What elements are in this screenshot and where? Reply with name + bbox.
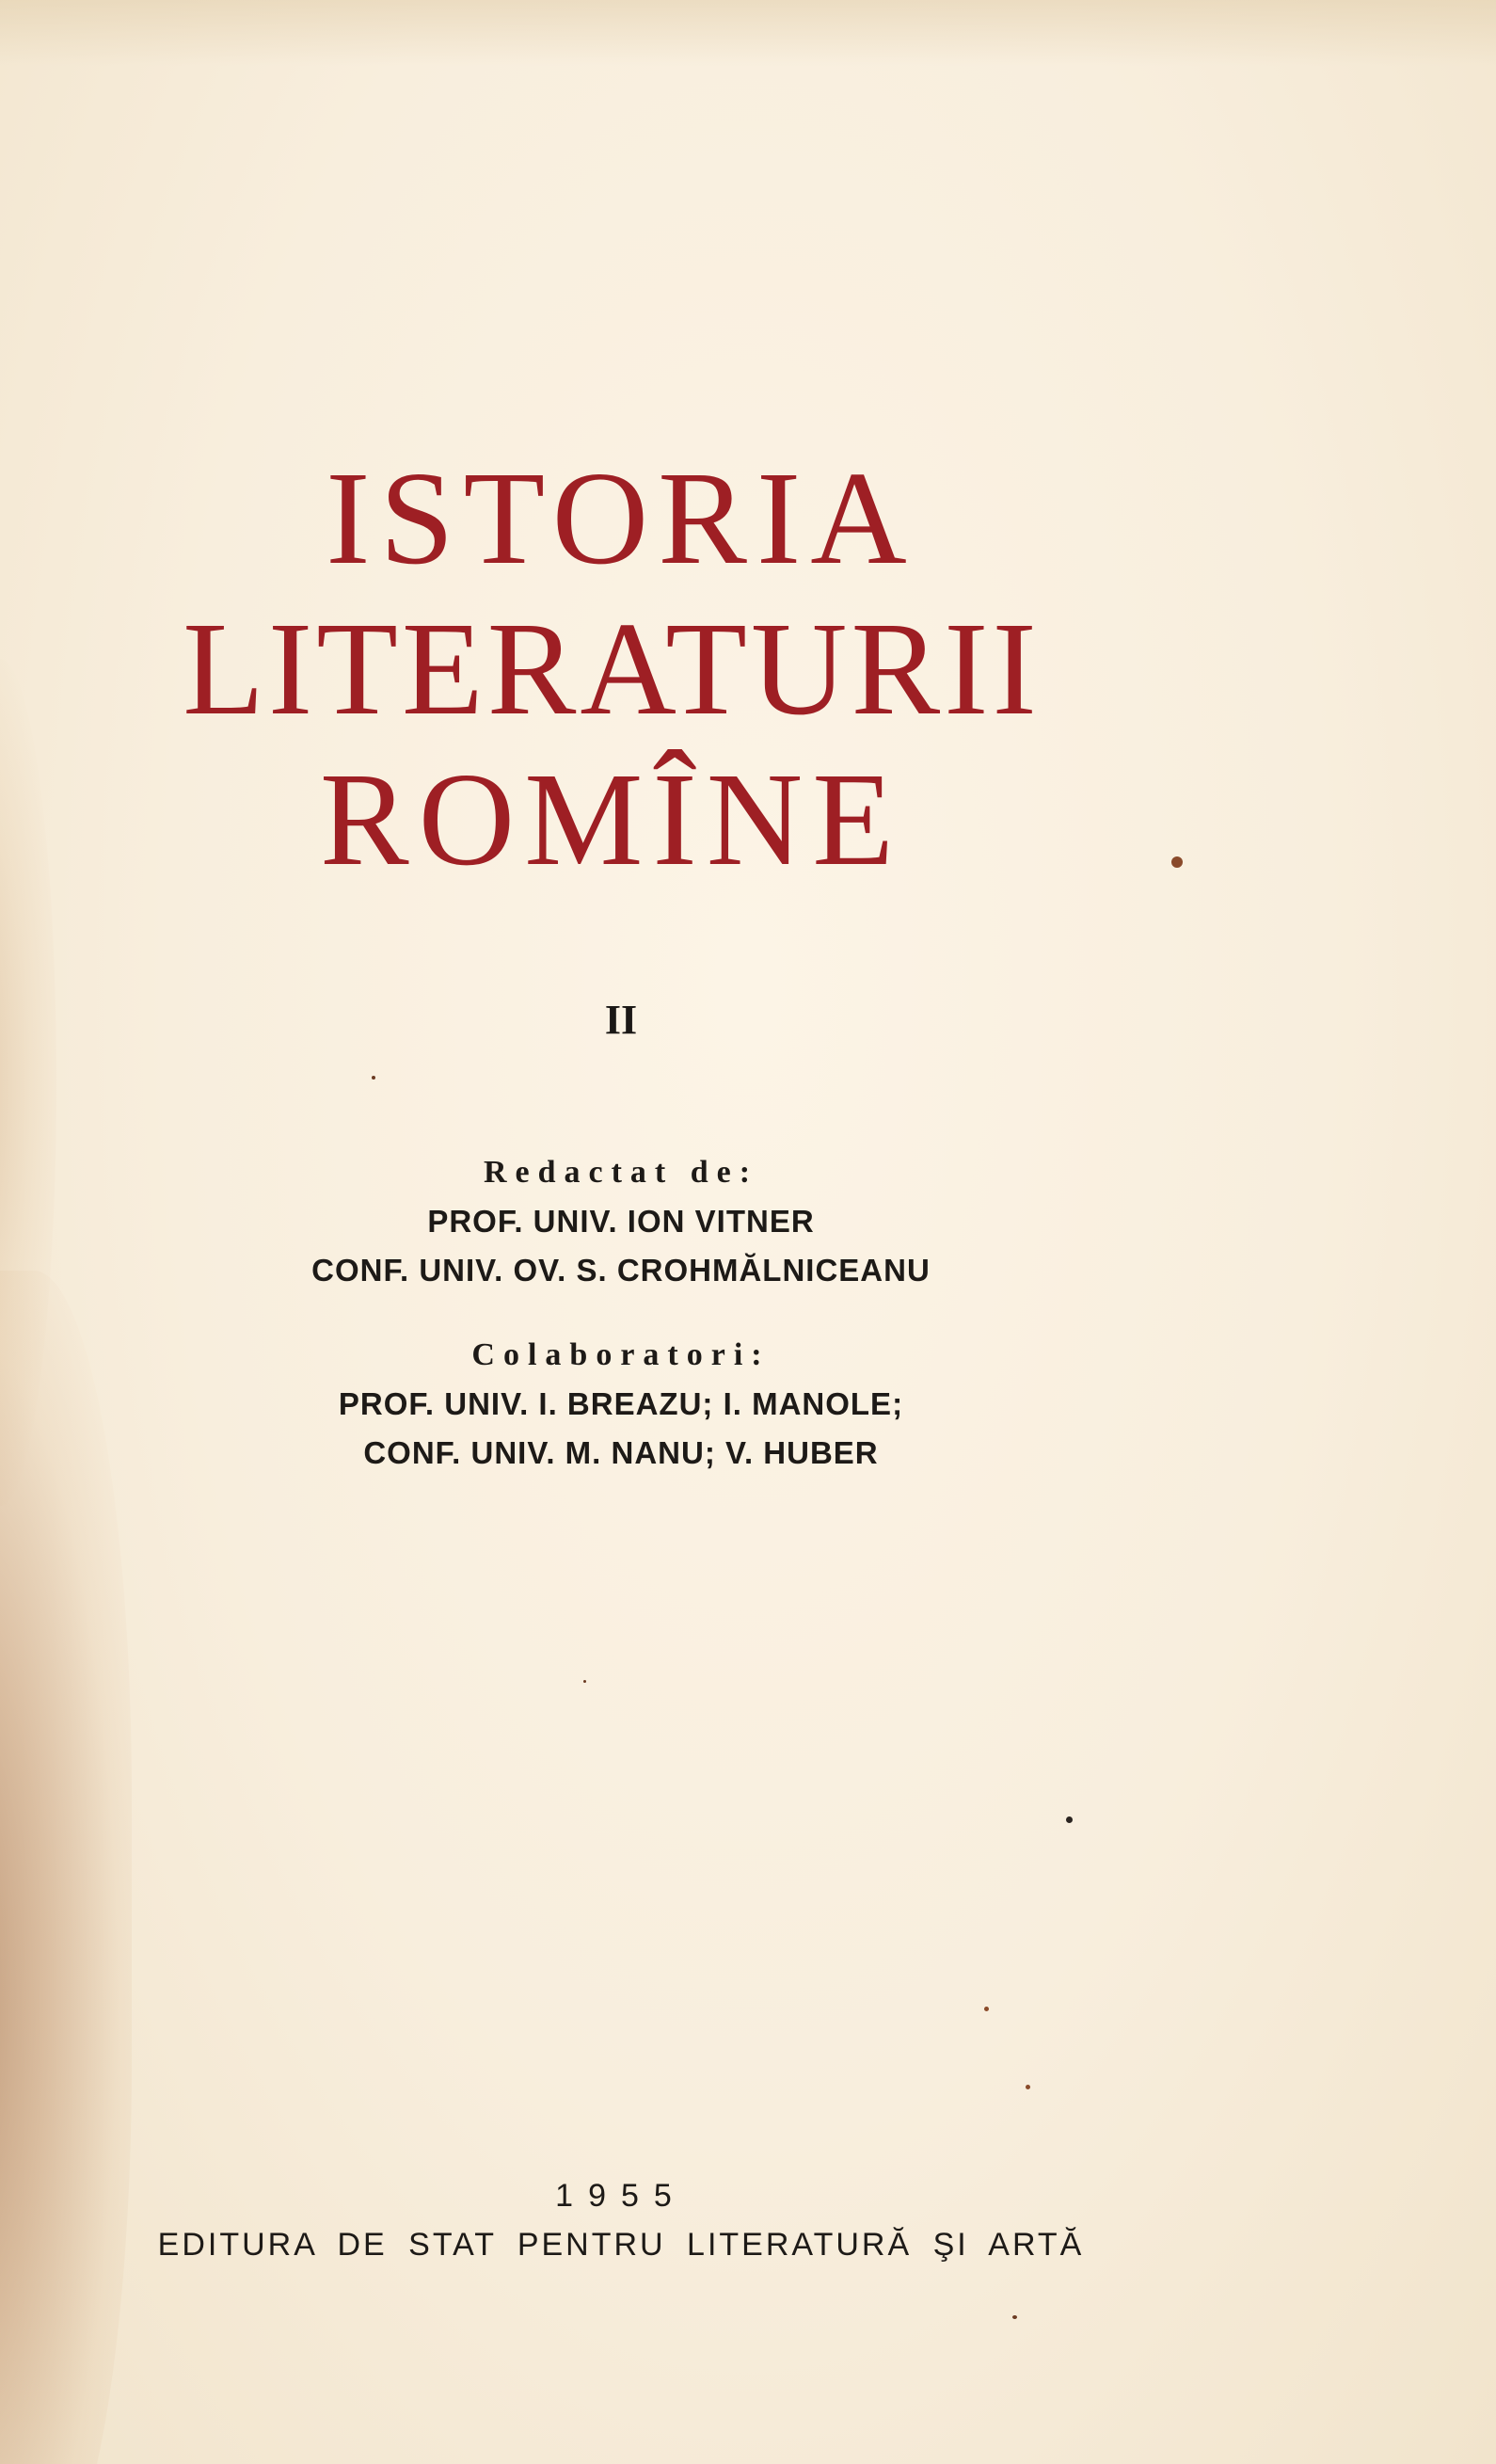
paper-speck [583, 1680, 586, 1683]
collaborator-names: CONF. UNIV. M. NANU; V. HUBER [363, 1435, 879, 1470]
paper-speck [1066, 1816, 1073, 1823]
page-edge-shading [0, 0, 1496, 66]
collaborator-names: PROF. UNIV. I. BREAZU; I. MANOLE; [338, 1386, 904, 1421]
title-line-1: ISTORIA [326, 443, 916, 592]
book-title [0, 442, 1223, 894]
publication-year: 1955 [555, 2178, 687, 2214]
title-line-2: LITERATURII [183, 594, 1041, 743]
collaborators-heading: Colaboratori: [471, 1337, 771, 1372]
paper-speck [1026, 2085, 1030, 2089]
paper-speck [984, 2007, 989, 2011]
credits-block [0, 1148, 1242, 1478]
volume-number: II [604, 997, 638, 1043]
faint-stamp [1171, 2071, 1435, 2103]
paper-speck [1012, 2315, 1017, 2319]
publisher-name: EDITURA DE STAT PENTRU LITERATURĂ ŞI ARTĂ [157, 2227, 1085, 2263]
spacer [0, 1295, 1242, 1331]
paper-speck [372, 1076, 375, 1080]
editor-name: PROF. UNIV. ION VITNER [427, 1204, 815, 1239]
title-line-3: ROMÎNE [319, 744, 904, 893]
editors-heading: Redactat de: [483, 1155, 759, 1190]
editor-name: CONF. UNIV. OV. S. CROHMĂLNICEANU [311, 1253, 931, 1288]
